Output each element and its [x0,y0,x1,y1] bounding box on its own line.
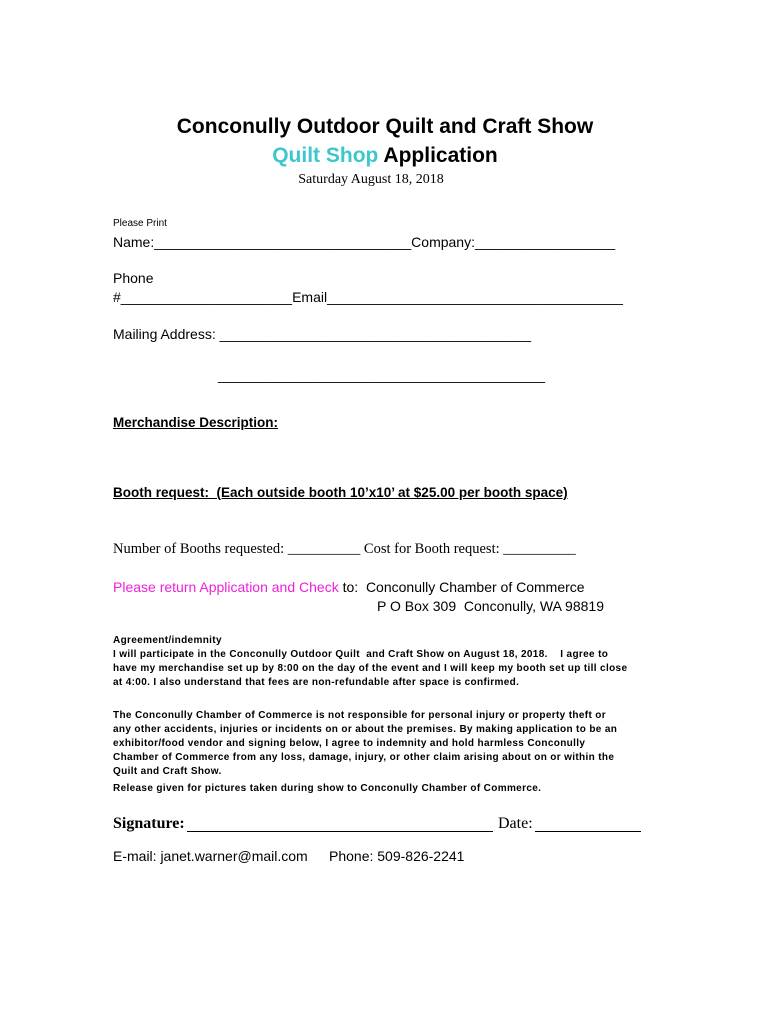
date-label: Date: [498,815,533,832]
release-statement: Release given for pictures taken during show to Conconully Chamber of Commerce. [113,783,542,794]
event-date: Saturday August 18, 2018 [298,172,444,187]
liability-line: any other accidents, injuries or incidents on or about the premises. By making application to be an [113,724,618,735]
mailing-address-field[interactable]: Mailing Address: ________________________________________ [113,326,532,342]
name-company-field[interactable]: Name:_________________________________Company:__________________ [113,234,616,250]
form-title: Conconully Outdoor Quilt and Craft Show [176,115,594,138]
contact-email: E-mail: janet.warner@mail.com [113,848,308,864]
liability-line: exhibitor/food vendor and signing below, I agree to indemnity and hold harmless Conconully [113,738,586,749]
liability-line: Chamber of Commerce from any loss, damage, injury, or other claim arising about on or within the [113,752,615,763]
mailing-address-po: P O Box 309 Conconully, WA 98819 [377,598,604,614]
booths-cost-field[interactable]: Number of Booths requested: __________ Cost for Booth request: __________ [113,541,576,557]
mailing-address-line2[interactable]: __________________________________________ [218,367,546,383]
liability-line: Quilt and Craft Show. [113,766,222,777]
agreement-line: at 4:00. I also understand that fees are non-refundable after space is confirmed. [113,677,520,688]
return-prefix: Please return Application and Check [113,579,339,595]
signature-line[interactable] [187,831,493,832]
subtitle-accent: Quilt Shop [272,144,379,167]
contact-phone: Phone: 509-826-2241 [329,848,465,864]
return-recipient: to: Conconully Chamber of Commerce [338,579,585,595]
signature-label: Signature: [113,815,185,832]
booth-request-label: Booth request: (Each outside booth 10’x10’ at $25.00 per booth space) [113,485,568,500]
agreement-line: I will participate in the Conconully Outdoor Quilt and Craft Show on August 18, 2018. I agree to [113,649,609,660]
phone-email-field[interactable]: #______________________Email______________________________________ [113,289,623,305]
agreement-heading: Agreement/indemnity [113,635,222,646]
merchandise-description-label: Merchandise Description: [113,415,279,430]
form-subtitle [0,144,770,168]
liability-line: The Conconully Chamber of Commerce is not responsible for personal injury or property theft or [113,710,606,721]
subtitle-rest: Application [378,144,498,167]
date-line[interactable] [535,831,641,832]
return-instructions [113,579,585,595]
phone-label: Phone [113,270,154,286]
please-print-note: Please Print [113,218,167,229]
agreement-line: have my merchandise set up by 8:00 on the day of the event and I will keep my booth set up till close [113,663,628,674]
